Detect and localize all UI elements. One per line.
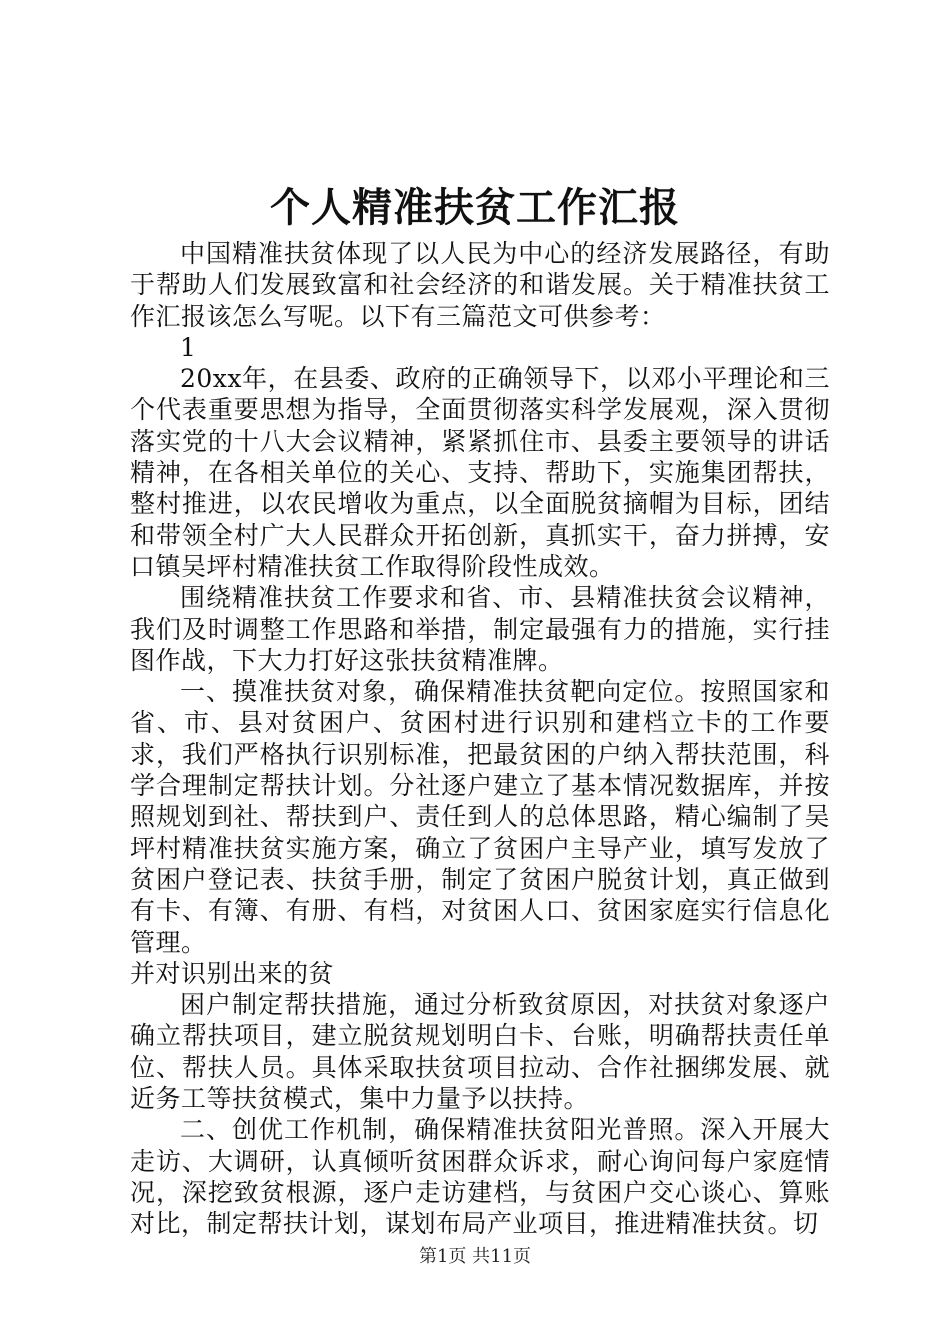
paragraph-point-one: 一、摸准扶贫对象，确保精准扶贫靶向定位。按照国家和省、市、县对贫困户、贫困村进行识别和建档立卡的工作要求，我们严格执行识别标准，把最贫困的户纳入帮扶范围，科学合理制定帮扶计划。分社逐户建立了基本情况数据库，并按照规划到社、帮扶到户、责任到人的总体思路，精心编制了吴坪村精准扶贫实施方案，确立了贫困户主导产业，填写发放了贫困户登记表、扶贫手册，制定了贫困户脱贫计划，真正做到有卡、有簿、有册、有档，对贫困人口、贫困家庭实行信息化管理。 [130, 677, 830, 957]
paragraph-point-one-tail: 并对识别出来的贫 [130, 958, 335, 988]
paragraph-section-number: 1 [180, 332, 197, 362]
paragraph-strategy: 围绕精准扶贫工作要求和省、市、县精准扶贫会议精神，我们及时调整工作思路和举措，制定最强有力的措施，实行挂图作战，下大力打好这张扶贫精准牌。 [130, 583, 830, 675]
page-footer: 第1页 共11页 [418, 1246, 532, 1267]
document-body [130, 238, 830, 1240]
paragraph-overview: 20xx年，在县委、政府的正确领导下，以邓小平理论和三个代表重要思想为指导，全面贯彻落实科学发展观，深入贯彻落实党的十八大会议精神，紧紧抓住市、县委主要领导的讲话精神，在各相关单位的关心、支持、帮助下，实施集团帮扶，整村推进，以农民增收为重点，以全面脱贫摘帽为目标，团结和带领全村广大人民群众开拓创新，真抓实干，奋力拼搏，安口镇吴坪村精准扶贫工作取得阶段性成效。 [130, 364, 830, 581]
document-title: 个人精准扶贫工作汇报 [270, 184, 680, 231]
paragraph-measures: 困户制定帮扶措施，通过分析致贫原因，对扶贫对象逐户确立帮扶项目，建立脱贫规划明白卡、台账，明确帮扶责任单位、帮扶人员。具体采取扶贫项目拉动、合作社捆绑发展、就近务工等扶贫模式，集中力量予以扶持。 [130, 990, 830, 1114]
paragraph-point-two: 二、创优工作机制，确保精准扶贫阳光普照。深入开展大走访、大调研，认真倾听贫困群众诉求，耐心询问每户家庭情况，深挖致贫根源，逐户走访建档，与贫困户交心谈心、算账对比，制定帮扶计划，谋划布局产业项目，推进精准扶贫。切 [130, 1115, 830, 1239]
paragraph-intro: 中国精准扶贫体现了以人民为中心的经济发展路径，有助于帮助人们发展致富和社会经济的和谐发展。关于精准扶贫工作汇报该怎么写呢。以下有三篇范文可供参考： [130, 239, 830, 331]
